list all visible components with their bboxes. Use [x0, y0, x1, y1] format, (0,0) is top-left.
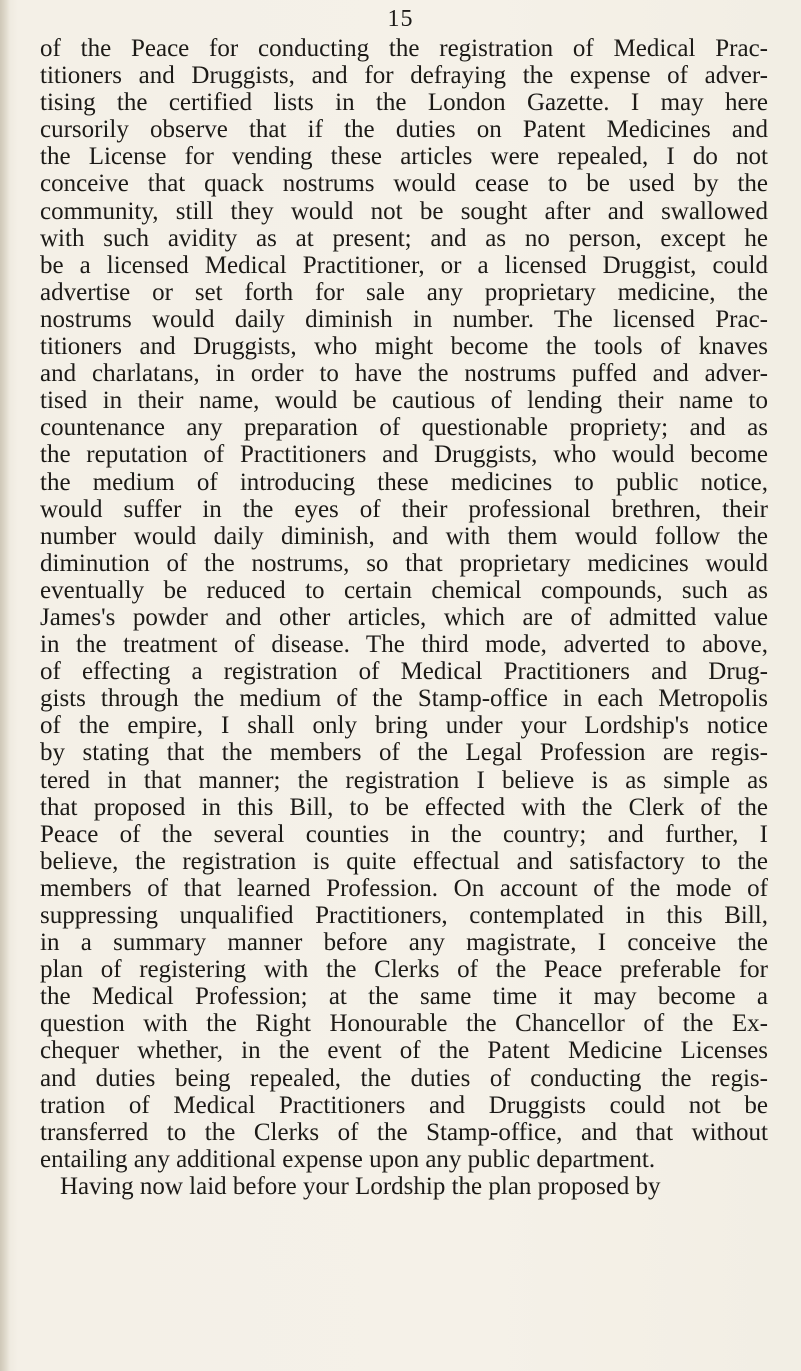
text-line: advertise or set forth for sale any proprietary medicine, the — [40, 278, 768, 306]
text-line: tised in their name, would be cautious of lending their name to — [40, 387, 768, 415]
page-number: 15 — [387, 6, 414, 32]
text-line: in the treatment of disease. The third mode, adverted to above, — [40, 631, 768, 659]
text-line: members of that learned Profession. On account of the mode of — [40, 874, 768, 902]
text-line: in a summary manner before any magistrate, I conceive the — [40, 929, 768, 957]
text-line: tered in that manner; the registration I believe is as simple as — [40, 766, 768, 794]
text-line: number would daily diminish, and with them would follow the — [40, 522, 768, 550]
text-line: would suffer in the eyes of their professional brethren, their — [40, 495, 768, 523]
text-line: countenance any preparation of questionable propriety; and as — [40, 414, 768, 442]
text-line: tration of Medical Practitioners and Druggists could not be — [40, 1091, 768, 1119]
text-line: titioners and Druggists, and for defraying the expense of adver- — [40, 62, 768, 90]
text-line: by stating that the members of the Legal Profession are regis- — [40, 739, 768, 767]
text-line: transferred to the Clerks of the Stamp-office, and that without — [40, 1118, 768, 1146]
text-line: plan of registering with the Clerks of the Peace preferable for — [40, 956, 768, 984]
text-line: entailing any additional expense upon any public department. — [40, 1145, 656, 1173]
text-line: the Medical Profession; at the same time it may become a — [40, 983, 768, 1011]
text-line: conceive that quack nostrums would cease to be used by the — [40, 170, 768, 198]
body-text — [40, 35, 768, 1200]
text-line: be a licensed Medical Practitioner, or a licensed Druggist, could — [40, 251, 768, 279]
text-line: cursorily observe that if the duties on Patent Medicines and — [40, 116, 768, 144]
text-line: believe, the registration is quite effectual and satisfactory to the — [40, 847, 768, 875]
text-line: suppressing unqualified Practitioners, contemplated in this Bill, — [40, 902, 768, 929]
text-line: Having now laid before your Lordship the plan proposed by — [60, 1172, 661, 1200]
text-line: gists through the medium of the Stamp-office in each Metropolis — [40, 685, 768, 713]
text-line: question with the Right Honourable the Chancellor of the Ex- — [40, 1010, 768, 1038]
text-line: of effecting a registration of Medical Practitioners and Drug- — [40, 658, 768, 686]
text-line: James's powder and other articles, which are of admitted value — [40, 603, 768, 631]
text-line: and duties being repealed, the duties of conducting the regis- — [40, 1064, 768, 1092]
text-line: the reputation of Practitioners and Druggists, who would become — [40, 441, 768, 469]
text-line: and charlatans, in order to have the nostrums puffed and adver- — [40, 360, 768, 388]
text-line: with such avidity as at present; and as no person, except he — [40, 224, 768, 252]
text-line: the License for vending these articles were repealed, I do not — [40, 143, 768, 171]
text-line: eventually be reduced to certain chemical compounds, such as — [40, 576, 768, 604]
text-line: nostrums would daily diminish in number. The licensed Prac- — [40, 305, 768, 333]
text-line: Peace of the several counties in the country; and further, I — [40, 820, 768, 848]
text-line: chequer whether, in the event of the Patent Medicine Licenses — [40, 1037, 768, 1065]
text-line: of the empire, I shall only bring under your Lordship's notice — [40, 712, 768, 740]
text-line: community, still they would not be sought after and swallowed — [40, 197, 768, 225]
text-line: titioners and Druggists, who might become the tools of knaves — [40, 333, 768, 361]
text-line: that proposed in this Bill, to be effected with the Clerk of the — [40, 793, 768, 821]
text-line: of the Peace for conducting the registration of Medical Prac- — [40, 35, 768, 62]
text-line: the medium of introducing these medicines to public notice, — [40, 468, 768, 496]
binding-gutter-shadow — [0, 0, 10, 1371]
text-line: diminution of the nostrums, so that proprietary medicines would — [40, 549, 768, 577]
text-line: tising the certified lists in the London Gazette. I may here — [40, 89, 768, 117]
